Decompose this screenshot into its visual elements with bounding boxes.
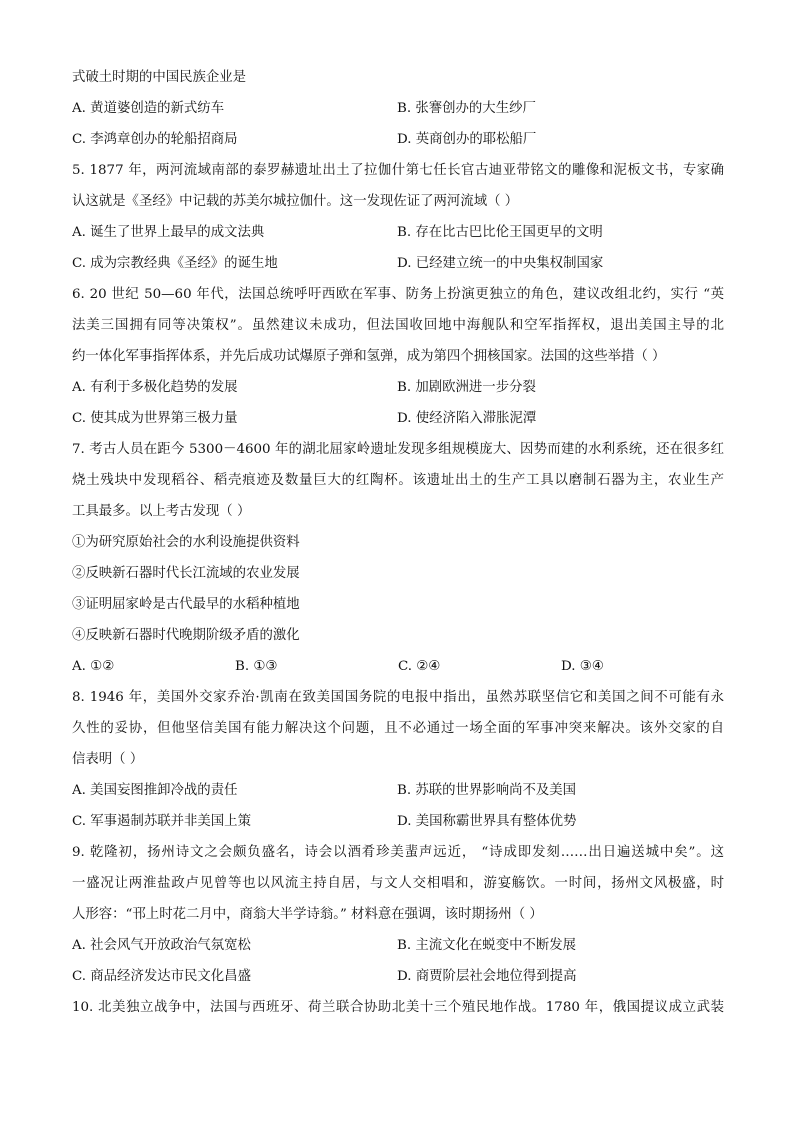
q5-options-row-2	[72, 248, 724, 279]
q7-item-1: ①为研究原始社会的水利设施提供资料	[72, 535, 300, 550]
q6-option-b[interactable]: B. 加剧欧洲进一步分裂	[397, 380, 536, 395]
q4-options-row-2	[72, 124, 724, 155]
q7-item-4: ④反映新石器时代晚期阶级矛盾的激化	[72, 628, 300, 643]
q5-stem-line-2: 认这就是《圣经》中记载的苏美尔城拉伽什。这一发现佐证了两河流域（ ）	[72, 194, 519, 209]
q9-options-row-2	[72, 961, 724, 992]
q6-option-d[interactable]: D. 使经济陷入滞胀泥潭	[397, 411, 537, 426]
q8-options-row-2	[72, 806, 724, 837]
q9-stem-line-3: 人形容：“邗上时花二月中，商翁大半学诗翁。” 材料意在强调，该时期扬州（ ）	[72, 907, 543, 922]
q7-options-row	[72, 651, 724, 682]
q5-options-row-1	[72, 217, 724, 248]
q5-option-a[interactable]: A. 诞生了世界上最早的成文法典	[72, 225, 265, 240]
q9-option-a[interactable]: A. 社会风气开放政治气氛宽松	[72, 938, 251, 953]
q4-option-d[interactable]: D. 英商创办的耶松船厂	[397, 132, 537, 147]
q5-option-b[interactable]: B. 存在比古巴比伦王国更早的文明	[397, 225, 603, 240]
q4-options-row-1	[72, 93, 724, 124]
q6-stem-line-1: 6. 20 世纪 50—60 年代，法国总统呼吁西欧在军事、防务上扮演更独立的角色，建议改组北约，实行 “英	[72, 287, 724, 302]
q7-stem-line-2: 烧土残块中发现稻谷、稻壳痕迹及数量巨大的红陶杯。该遗址出土的生产工具以磨制石器为主，农业生产	[72, 473, 724, 488]
q9-stem-line-1: 9. 乾隆初，扬州诗文之会颇负盛名，诗会以酒肴珍美蜚声远近， “诗成即发刻……出日遍送城中矣”。这	[72, 845, 724, 860]
q6-stem-line-3: 约一体化军事指挥体系，并先后成功试爆原子弹和氢弹，成为第四个拥核国家。法国的这些举措（ ）	[72, 349, 666, 364]
q9-option-c[interactable]: C. 商品经济发达市民文化昌盛	[72, 969, 251, 984]
q6-options-row-1	[72, 372, 724, 403]
q8-stem-line-1: 8. 1946 年，美国外交家乔治·凯南在致美国国务院的电报中指出，虽然苏联坚信它和美国之间不可能有永	[72, 690, 724, 705]
q4-option-c[interactable]: C. 李鸿章创办的轮船招商局	[72, 132, 238, 147]
q5-option-d[interactable]: D. 已经建立统一的中央集权制国家	[397, 256, 604, 271]
q6-option-c[interactable]: C. 使其成为世界第三极力量	[72, 411, 238, 426]
q4-option-b[interactable]: B. 张謇创办的大生纱厂	[397, 101, 536, 116]
q7-item-3: ③证明屈家岭是古代最早的水稻种植地	[72, 597, 300, 612]
q5-option-c[interactable]: C. 成为宗教经典《圣经》的诞生地	[72, 256, 278, 271]
q8-stem-line-3: 信表明（ ）	[72, 752, 144, 767]
q9-option-d[interactable]: D. 商贾阶层社会地位得到提高	[397, 969, 577, 984]
q8-option-d[interactable]: D. 美国称霸世界具有整体优势	[397, 814, 577, 829]
q9-option-b[interactable]: B. 主流文化在蜕变中不断发展	[397, 938, 577, 953]
q10-stem-line-1: 10. 北美独立战争中，法国与西班牙、荷兰联合协助北美十三个殖民地作战。1780 年，俄国提议成立武装	[72, 1000, 724, 1015]
q8-option-b[interactable]: B. 苏联的世界影响尚不及美国	[397, 783, 577, 798]
q4-stem-tail: 式破土时期的中国民族企业是	[72, 70, 247, 85]
q7-stem-line-3: 工具最多。以上考古发现（ ）	[72, 504, 251, 519]
q8-options-row-1	[72, 775, 724, 806]
q9-options-row-1	[72, 930, 724, 961]
q8-option-c[interactable]: C. 军事遏制苏联并非美国上策	[72, 814, 251, 829]
q5-stem-line-1: 5. 1877 年，两河流域南部的泰罗赫遗址出土了拉伽什第七任长官古迪亚带铭文的雕像和泥板文书，专家确	[72, 163, 724, 178]
q9-stem-line-2: 一盛况让两淮盐政卢见曾等也以风流主持自居，与文人交相唱和，游宴觞饮。一时间，扬州文风极盛，时	[72, 876, 724, 891]
q6-stem-line-2: 法美三国拥有同等决策权”。虽然建议未成功，但法国收回地中海舰队和空军指挥权，退出美国主导的北	[72, 318, 724, 333]
q6-options-row-2	[72, 403, 724, 434]
q7-option-c[interactable]: C. ②④	[398, 659, 441, 674]
exam-page	[72, 62, 724, 1023]
q7-item-2: ②反映新石器时代长江流域的农业发展	[72, 566, 300, 581]
q8-stem-line-2: 久性的妥协，但他坚信美国有能力解决这个问题，且不必通过一场全面的军事冲突来解决。该外交家的自	[72, 721, 724, 736]
q7-option-a[interactable]: A. ①②	[72, 659, 115, 674]
q7-stem-line-1: 7. 考古人员在距今 5300－4600 年的湖北屈家岭遗址发现多组规模庞大、因势而建的水利系统，还在很多红	[72, 442, 724, 457]
q8-option-a[interactable]: A. 美国妄图推卸冷战的责任	[72, 783, 238, 798]
q7-option-d[interactable]: D. ③④	[561, 659, 604, 674]
q4-option-a[interactable]: A. 黄道婆创造的新式纺车	[72, 101, 225, 116]
q6-option-a[interactable]: A. 有利于多极化趋势的发展	[72, 380, 238, 395]
q7-option-b[interactable]: B. ①③	[235, 659, 278, 674]
